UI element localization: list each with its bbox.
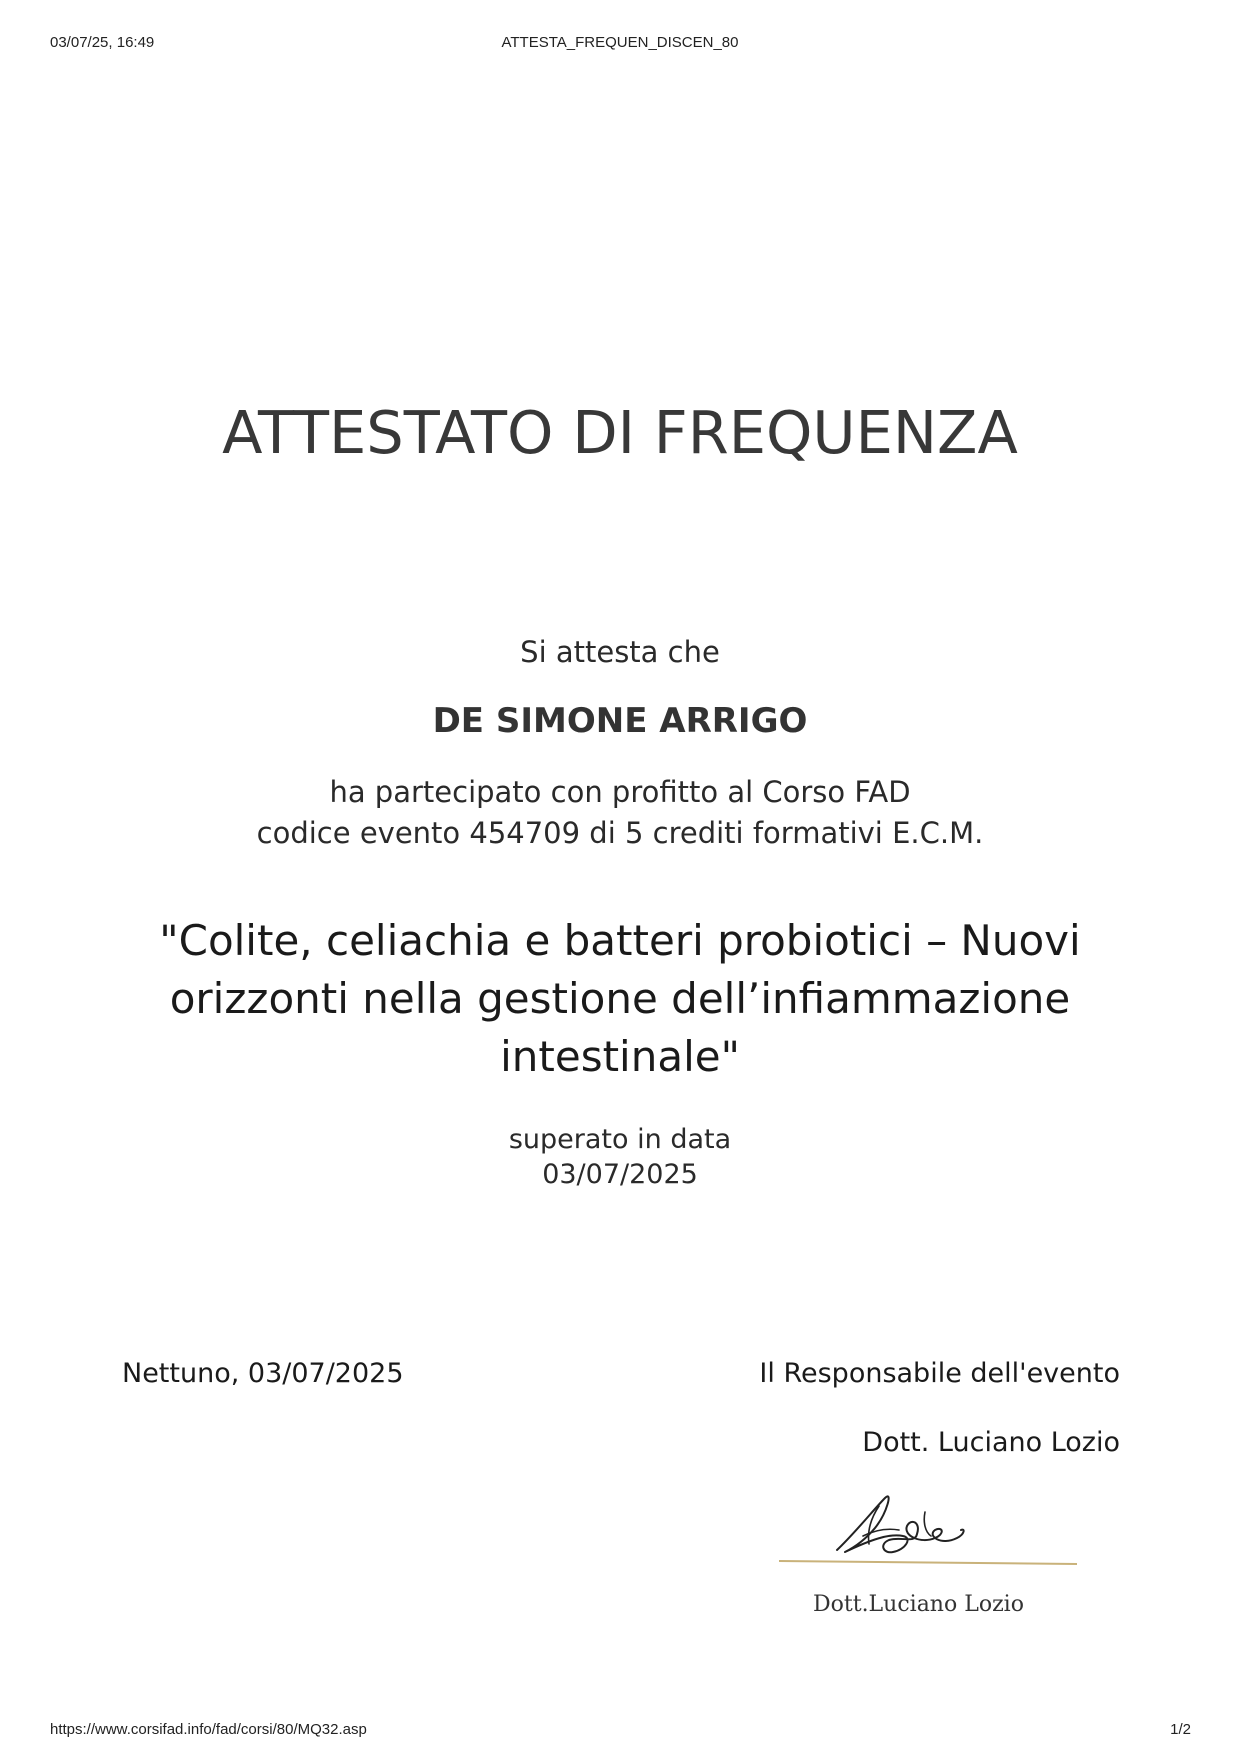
passed-label: superato in data	[508, 1124, 732, 1155]
footer-page-number: 1/2	[1170, 1721, 1191, 1738]
participation-line-1: ha partecipato con profitto al Corso FAD	[329, 775, 911, 809]
course-title: "Colite, celiachia e batteri probiotici – Nuovi orizzonti nella gestione dell’infiammazione intestinale"	[159, 916, 1081, 1081]
participant-name: DE SIMONE ARRIGO	[432, 701, 808, 741]
passed-date: 03/07/2025	[542, 1159, 698, 1190]
place-and-date: Nettuno, 03/07/2025	[122, 1358, 404, 1389]
passed-statement	[0, 1122, 1240, 1192]
certificate-intro: Si attesta che	[520, 635, 720, 669]
participation-statement	[0, 772, 1240, 854]
header-datetime: 03/07/25, 16:49	[50, 34, 155, 51]
responsible-name: Dott. Luciano Lozio	[862, 1427, 1120, 1458]
participation-line-2: codice evento 454709 di 5 crediti formativi E.C.M.	[256, 816, 984, 850]
signature-caption: Dott.Luciano Lozio	[813, 1592, 1024, 1617]
responsible-role: Il Responsabile dell'evento	[759, 1358, 1120, 1389]
certificate-title: ATTESTATO DI FREQUENZA	[222, 398, 1018, 467]
footer-url: https://www.corsifad.info/fad/corsi/80/MQ32.asp	[50, 1721, 367, 1738]
header-document-title: ATTESTA_FREQUEN_DISCEN_80	[501, 34, 739, 51]
